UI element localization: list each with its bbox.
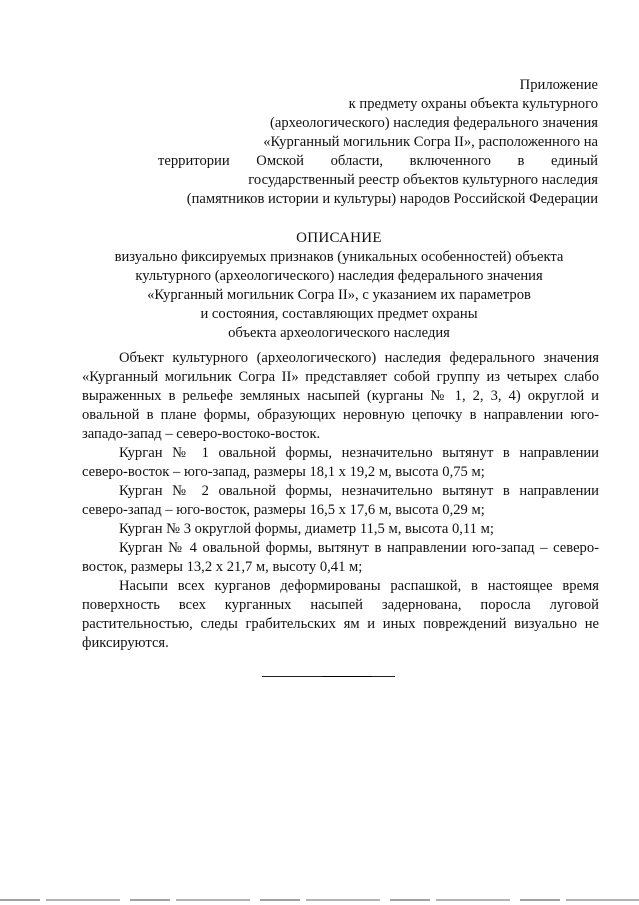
text-line: овальной в плане формы, образующих неровную цепочку в направлении юго- (82, 407, 599, 423)
text-line: Курган № 1 овальной формы, незначительно вытянут в направлении (119, 445, 599, 461)
scan-bottom-edge (0, 899, 639, 901)
paragraph-object-description (82, 349, 599, 444)
text-line: восток, размеры 13,2 х 21,7 м, высоту 0,41 м; (82, 559, 363, 575)
subtitle-line: и состояния, составляющих предмет охраны (200, 306, 478, 322)
appendix-line: «Курганный могильник Согра II», расположенного на (263, 134, 598, 150)
text-line: западо-запад – северо-востоко-восток. (82, 426, 321, 442)
text-line: Курган № 3 округлой формы, диаметр 11,5 м, высота 0,11 м; (119, 521, 494, 537)
text-line: «Курганный могильник Согра II» представляет собой группу из четырех слабо (82, 369, 599, 385)
text-line: Объект культурного (археологического) наследия федерального значения (119, 350, 599, 366)
text-line: поверхность всех курганных насыпей задернована, поросла луговой (82, 597, 599, 613)
text-line: фиксируются. (82, 635, 169, 651)
closing-rule (262, 676, 395, 677)
paragraph-kurgan-1 (82, 444, 599, 482)
appendix-line: территории Омской области, включенного в единый (158, 153, 598, 169)
appendix-line: государственный реестр объектов культурного наследия (248, 172, 598, 188)
appendix-line: (археологического) наследия федерального значения (270, 115, 598, 131)
text-line: растительностью, следы грабительских ям и иных повреждений визуально не (82, 616, 599, 632)
appendix-line: (памятников истории и культуры) народов Российской Федерации (186, 191, 598, 207)
text-line: Курган № 4 овальной формы, вытянут в направлении юго-запад – северо- (119, 540, 599, 556)
text-line: выраженных в рельефе земляных насыпей (курганы № 1, 2, 3, 4) округлой и (82, 388, 599, 404)
text-line: Насыпи всех курганов деформированы распашкой, в настоящее время (119, 578, 599, 594)
paragraph-kurgan-2 (82, 482, 599, 520)
subtitle-line: культурного (археологического) наследия федерального значения (135, 268, 543, 284)
appendix-header (158, 76, 598, 209)
text-line: северо-восток – юго-запад, размеры 18,1 х 19,2 м, высота 0,75 м; (82, 464, 485, 480)
document-subtitle (82, 248, 596, 343)
subtitle-line: объекта археологического наследия (228, 325, 450, 341)
text-line: Курган № 2 овальной формы, незначительно вытянут в направлении (119, 483, 599, 499)
description-heading (82, 229, 596, 343)
paragraph-kurgan-3 (82, 520, 599, 539)
paragraph-kurgan-4 (82, 539, 599, 577)
appendix-line: к предмету охраны объекта культурного (348, 96, 598, 112)
appendix-line: Приложение (519, 77, 598, 93)
text-line: северо-запад – юго-восток, размеры 16,5 х 17,6 м, высота 0,29 м; (82, 502, 485, 518)
paragraph-condition (82, 577, 599, 653)
document-title: ОПИСАНИЕ (296, 230, 382, 246)
document-body (82, 349, 599, 653)
subtitle-line: визуально фиксируемых признаков (уникальных особенностей) объекта (114, 249, 564, 265)
subtitle-line: «Курганный могильник Согра II», с указанием их параметров (147, 287, 531, 303)
